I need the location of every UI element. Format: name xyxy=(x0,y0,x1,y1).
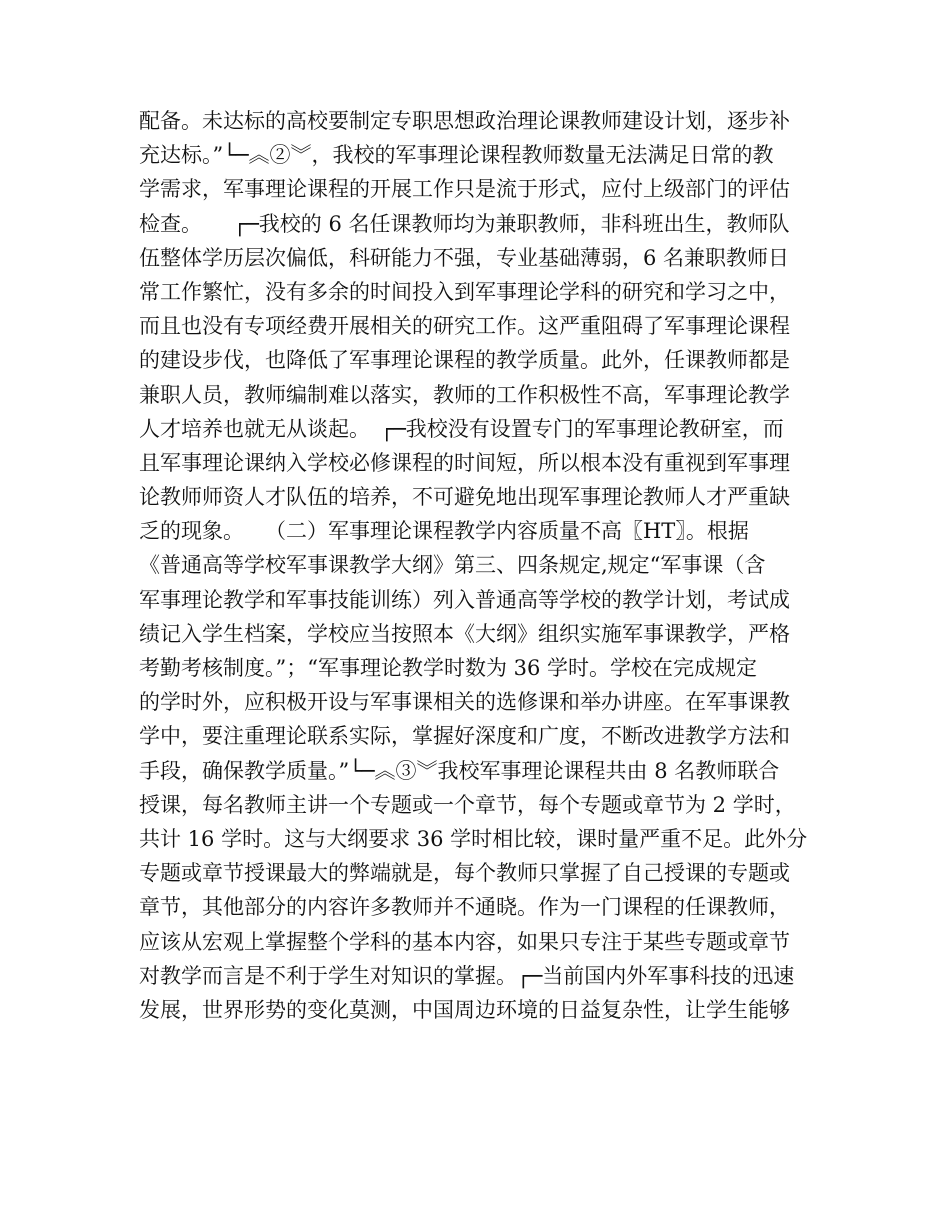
text-line: 而且也没有专项经费开展相关的研究工作。这严重阻碍了军事理论课程 xyxy=(139,314,790,339)
text-line: 常工作繁忙，没有多余的时间投入到军事理论学科的研究和学习之中， xyxy=(139,279,790,304)
text-line: 的学时外，应积极开设与军事课相关的选修课和举办讲座。在军事课教 xyxy=(139,690,790,715)
text-line: 且军事理论课纳入学校必修课程的时间短，所以根本没有重视到军事理 xyxy=(139,450,790,475)
text-line: 发展，世界形势的变化莫测，中国周边环境的日益复杂性，让学生能够 xyxy=(139,997,790,1022)
text-line: 检查。 ┌─我校的 6 名任课教师均为兼职教师，非科班出生，教师队 xyxy=(139,211,790,236)
text-line: 学需求，军事理论课程的开展工作只是流于形式，应付上级部门的评估 xyxy=(139,177,790,202)
text-line: 《普通高等学校军事课教学大纲》第三、四条规定,规定“军事课（含 xyxy=(139,553,766,578)
text-line: 军事理论教学和军事技能训练）列入普通高等学校的教学计划，考试成 xyxy=(139,587,790,612)
text-line: 伍整体学历层次偏低，科研能力不强，专业基础薄弱，6 名兼职教师日 xyxy=(139,245,790,270)
text-line: 授课，每名教师主讲一个专题或一个章节，每个专题或章节为 2 学时， xyxy=(139,792,796,817)
text-line: 专题或章节授课最大的弊端就是，每个教师只掌握了自己授课的专题或 xyxy=(139,861,790,886)
text-line: 兼职人员，教师编制难以落实，教师的工作积极性不高，军事理论教学 xyxy=(139,382,790,407)
text-line: 乏的现象。 （二）军事理论课程教学内容质量不高〖HT〗。根据 xyxy=(139,519,749,544)
text-line: 绩记入学生档案，学校应当按照本《大纲》组织实施军事课教学，严格 xyxy=(139,621,790,646)
text-line: 考勤考核制度。”；“军事理论教学时数为 36 学时。学校在完成规定 xyxy=(139,656,758,680)
text-line: 手段，确保教学质量。”└─︽③︾我校军事理论课程共由 8 名教师联合 xyxy=(139,758,780,783)
body-text xyxy=(139,104,829,1027)
text-line: 共计 16 学时。这与大纲要求 36 学时相比较，课时量严重不足。此外分 xyxy=(139,826,808,851)
text-line: 应该从宏观上掌握整个学科的基本内容，如果只专注于某些专题或章节 xyxy=(139,929,790,954)
text-line: 对教学而言是不利于学生对知识的掌握。┌─当前国内外军事科技的迅速 xyxy=(139,963,795,988)
text-line: 章节，其他部分的内容许多教师并不通晓。作为一门课程的任课教师， xyxy=(139,895,790,920)
text-line: 学中，要注重理论联系实际，掌握好深度和广度，不断改进教学方法和 xyxy=(139,724,790,749)
text-line: 配备。未达标的高校要制定专职思想政治理论课教师建设计划，逐步补 xyxy=(139,109,790,133)
text-line: 论教师师资人才队伍的培养，不可避免地出现军事理论教师人才严重缺 xyxy=(139,485,790,510)
text-line: 人才培养也就无从谈起。 ┌─我校没有设置专门的军事理论教研室，而 xyxy=(139,416,784,441)
text-line: 的建设步伐，也降低了军事理论课程的教学质量。此外，任课教师都是 xyxy=(139,348,790,373)
text-line: 充达标。”└─︽②︾，我校的军事理论课程教师数量无法满足日常的教 xyxy=(139,143,774,168)
